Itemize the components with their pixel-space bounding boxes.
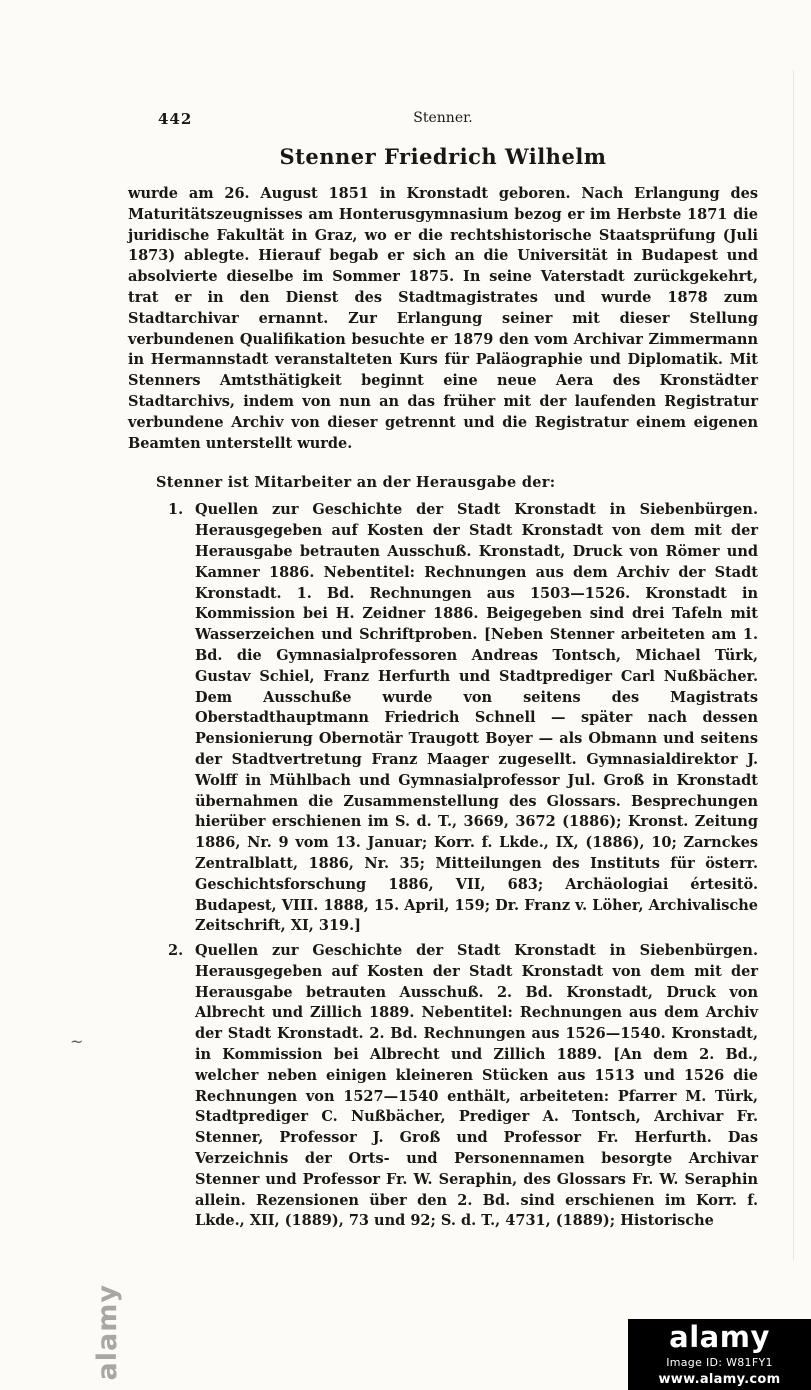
item-number: 1. — [168, 501, 184, 519]
scan-edge-line — [793, 70, 794, 1260]
page-number: 442 — [158, 110, 193, 128]
alamy-url: www.alamy.com — [658, 1371, 781, 1387]
publication-list — [128, 500, 758, 1232]
alamy-credit-bar — [628, 1319, 811, 1390]
alamy-side-watermark: alamy — [92, 1284, 123, 1381]
alamy-logo: alamy — [669, 1319, 770, 1354]
subheading: Stenner ist Mitarbeiter an der Herausgabe der: — [156, 474, 556, 492]
item-text: Quellen zur Geschichte der Stadt Kronstadt in Siebenbürgen. Herausgegeben auf Kosten der Stadt Kronstadt von dem mit der Herausgabe betrauten Ausschuß. 2. Bd. Kronstadt, Druck von Albrecht und Zillich 1889. Nebentitel: Rechnungen aus dem Archiv der Stadt Kronstadt. 2. Bd. Rechnungen aus 1526—1540. Kronstadt, in Kommission bei Albrecht und Zillich 1889. [An dem 2. Bd., welcher neben einigen kleineren Stücken aus 1513 und 1526 die Rechnungen von 1527—1540 enthält, arbeiteten: Pfarrer M. Türk, Stadtprediger C. Nußbächer, Prediger A. Tontsch, Archivar Fr. Stenner, Professor J. Groß und Professor Fr. Herfurth. Das Verzeichnis der Orts- und Personennamen besorgte Archivar Stenner und Professor Fr. W. Seraphin, des Glossars Fr. W. Seraphin allein. Rezensionen über den 2. Bd. sind erschienen im Korr. f. Lkde., XII, (1889), 73 und 92; S. d. T., 4731, (1889); Historische — [195, 942, 758, 1230]
page-header — [128, 110, 758, 132]
running-header: Stenner. — [413, 110, 473, 126]
entry-title: Stenner Friedrich Wilhelm — [279, 144, 607, 169]
item-text: Quellen zur Geschichte der Stadt Kronstadt in Siebenbürgen. Herausgegeben auf Kosten der Stadt Kronstadt von dem mit der Herausgabe betrauten Ausschuß. Kronstadt, Druck von Römer und Kamner 1886. Nebentitel: Rechnungen aus dem Archiv der Stadt Kronstadt. 1. Bd. Rechnungen aus 1503—1526. Kronstadt in Kommission bei H. Zeidner 1886. Beigegeben sind drei Tafeln mit Wasserzeichen und Schriftproben. [Neben Stenner arbeiteten am 1. Bd. die Gymnasialprofessoren Andreas Tontsch, Michael Türk, Gustav Schiel, Franz Herfurth und Stadtprediger Carl Nußbächer. Dem Ausschuße wurde von seitens des Magistrats Oberstadthauptmann Friedrich Schnell — später nach dessen Pensionierung Obernotär Traugott Boyer — als Obmann und seitens der Stadtvertretung Franz Maager zugesellt. Gymnasialdirektor J. Wolff in Mühlbach und Gymnasialprofessor Jul. Groß in Kronstadt übernahmen die Zusammenstellung des Glossars. Besprechungen hierüber erschienen im S. d. T., 3669, 3672 (1886); Kronst. Zeitung 1886, Nr. 9 vom 13. Januar; Korr. f. Lkde., IX, (1886), 10; Zarnckes Zentralblatt, 1886, Nr. 35; Mitteilungen des Instituts für österr. Geschichtsforschung 1886, VII, 683; Archäologiai értesitö. Budapest, VIII. 1888, 15. April, 159; Dr. Franz v. Löher, Archivalische Zeitschrift, XI, 319.] — [195, 501, 758, 935]
intro-paragraph: wurde am 26. August 1851 in Kronstadt geboren. Nach Erlangung des Maturitätszeugnisses am Honterusgymnasium bezog er im Herbste 1871 die juridische Fakultät in Graz, wo er die rechtshistorische Staatsprüfung (Juli 1873) ablegte. Hierauf begab er sich an die Universität in Budapest und absolvierte dieselbe im Sommer 1875. In seine Vaterstadt zurückgekehrt, trat er in den Dienst des Stadtmagistrates und wurde 1878 zum Stadtarchivar ernannt. Zur Erlangung seiner mit dieser Stellung verbundenen Qualifikation besuchte er 1879 den vom Archivar Zimmermann in Hermannstadt veranstalteten Kurs für Paläographie und Diplomatik. Mit Stenners Amtsthätigkeit beginnt eine neue Aera des Kronstädter Stadtarchivs, indem von nun an das früher mit der laufenden Registratur verbundene Archiv von dieser getrennt und die Registratur einem eigenen Beamten unterstellt wurde. — [128, 185, 758, 452]
list-item — [128, 500, 758, 937]
list-item — [128, 941, 758, 1232]
item-number: 2. — [168, 942, 184, 960]
page-content — [128, 110, 758, 1236]
image-id-label: Image ID: W81FY1 — [666, 1355, 773, 1369]
margin-pencil-mark: ~ — [70, 1032, 84, 1051]
